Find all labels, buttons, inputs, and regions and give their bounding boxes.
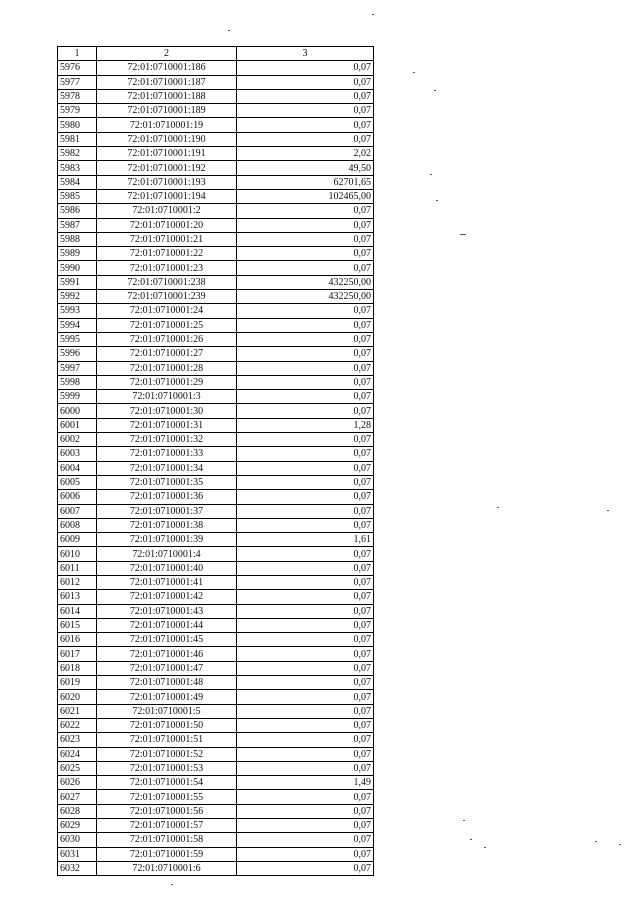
value-cell: 0,07 bbox=[237, 247, 374, 261]
value-cell: 0,07 bbox=[237, 575, 374, 589]
value-cell: 0,07 bbox=[237, 118, 374, 132]
cadastral-number: 72:01:0710001:38 bbox=[97, 518, 237, 532]
table-row bbox=[58, 390, 374, 404]
value-cell: 0,07 bbox=[237, 433, 374, 447]
row-number: 6020 bbox=[58, 690, 97, 704]
value-cell: 0,07 bbox=[237, 590, 374, 604]
table-row bbox=[58, 275, 374, 289]
cadastral-number: 72:01:0710001:33 bbox=[97, 447, 237, 461]
table-row bbox=[58, 318, 374, 332]
cadastral-number: 72:01:0710001:4 bbox=[97, 547, 237, 561]
row-number: 6002 bbox=[58, 433, 97, 447]
table-row bbox=[58, 647, 374, 661]
table-row bbox=[58, 733, 374, 747]
row-number: 5985 bbox=[58, 189, 97, 203]
cadastral-number: 72:01:0710001:59 bbox=[97, 847, 237, 861]
row-number: 5995 bbox=[58, 332, 97, 346]
value-cell: 0,07 bbox=[237, 504, 374, 518]
row-number: 5991 bbox=[58, 275, 97, 289]
table-row bbox=[58, 332, 374, 346]
row-number: 6025 bbox=[58, 761, 97, 775]
row-number: 6001 bbox=[58, 418, 97, 432]
table-row bbox=[58, 418, 374, 432]
cadastral-number: 72:01:0710001:44 bbox=[97, 618, 237, 632]
value-cell: 62701,65 bbox=[237, 175, 374, 189]
row-number: 6029 bbox=[58, 819, 97, 833]
value-cell: 0,07 bbox=[237, 461, 374, 475]
cadastral-number: 72:01:0710001:46 bbox=[97, 647, 237, 661]
table-row bbox=[58, 218, 374, 232]
cadastral-number: 72:01:0710001:194 bbox=[97, 189, 237, 203]
table-row bbox=[58, 361, 374, 375]
row-number: 6003 bbox=[58, 447, 97, 461]
value-cell: 0,07 bbox=[237, 547, 374, 561]
table-row bbox=[58, 204, 374, 218]
row-number: 6016 bbox=[58, 633, 97, 647]
value-cell: 0,07 bbox=[237, 132, 374, 146]
cadastral-number: 72:01:0710001:6 bbox=[97, 861, 237, 875]
value-cell: 0,07 bbox=[237, 89, 374, 103]
cadastral-number: 72:01:0710001:31 bbox=[97, 418, 237, 432]
cadastral-number: 72:01:0710001:58 bbox=[97, 833, 237, 847]
cadastral-number: 72:01:0710001:239 bbox=[97, 290, 237, 304]
table-row bbox=[58, 104, 374, 118]
value-cell: 0,07 bbox=[237, 218, 374, 232]
cadastral-number: 72:01:0710001:29 bbox=[97, 375, 237, 389]
cadastral-number: 72:01:0710001:19 bbox=[97, 118, 237, 132]
cadastral-number: 72:01:0710001:3 bbox=[97, 390, 237, 404]
column-header-2: 2 bbox=[97, 47, 237, 61]
row-number: 6026 bbox=[58, 776, 97, 790]
row-number: 5998 bbox=[58, 375, 97, 389]
table-row bbox=[58, 347, 374, 361]
value-cell: 0,07 bbox=[237, 718, 374, 732]
cadastral-number: 72:01:0710001:5 bbox=[97, 704, 237, 718]
table-row bbox=[58, 790, 374, 804]
table-row bbox=[58, 704, 374, 718]
cadastral-number: 72:01:0710001:50 bbox=[97, 718, 237, 732]
value-cell: 0,07 bbox=[237, 390, 374, 404]
row-number: 6006 bbox=[58, 490, 97, 504]
scan-speck bbox=[430, 174, 432, 175]
value-cell: 0,07 bbox=[237, 261, 374, 275]
cadastral-number: 72:01:0710001:24 bbox=[97, 304, 237, 318]
row-number: 5982 bbox=[58, 147, 97, 161]
cadastral-number: 72:01:0710001:32 bbox=[97, 433, 237, 447]
scan-speck bbox=[607, 510, 609, 511]
table-row bbox=[58, 518, 374, 532]
value-cell: 49,50 bbox=[237, 161, 374, 175]
row-number: 5994 bbox=[58, 318, 97, 332]
row-number: 6013 bbox=[58, 590, 97, 604]
table-row bbox=[58, 375, 374, 389]
scan-speck bbox=[434, 90, 436, 91]
cadastral-number: 72:01:0710001:26 bbox=[97, 332, 237, 346]
value-cell: 0,07 bbox=[237, 676, 374, 690]
table-row bbox=[58, 776, 374, 790]
cadastral-number: 72:01:0710001:51 bbox=[97, 733, 237, 747]
value-cell: 102465,00 bbox=[237, 189, 374, 203]
value-cell: 0,07 bbox=[237, 361, 374, 375]
table-row bbox=[58, 761, 374, 775]
scan-speck bbox=[436, 200, 438, 201]
row-number: 6014 bbox=[58, 604, 97, 618]
row-number: 5997 bbox=[58, 361, 97, 375]
table-row bbox=[58, 590, 374, 604]
value-cell: 0,07 bbox=[237, 61, 374, 75]
table-row bbox=[58, 690, 374, 704]
value-cell: 1,28 bbox=[237, 418, 374, 432]
value-cell: 0,07 bbox=[237, 747, 374, 761]
cadastral-number: 72:01:0710001:42 bbox=[97, 590, 237, 604]
row-number: 6000 bbox=[58, 404, 97, 418]
row-number: 6005 bbox=[58, 475, 97, 489]
value-cell: 0,07 bbox=[237, 561, 374, 575]
cadastral-number: 72:01:0710001:189 bbox=[97, 104, 237, 118]
cadastral-number: 72:01:0710001:21 bbox=[97, 232, 237, 246]
column-header-1: 1 bbox=[58, 47, 97, 61]
cadastral-number: 72:01:0710001:54 bbox=[97, 776, 237, 790]
row-number: 5996 bbox=[58, 347, 97, 361]
registry-table bbox=[57, 46, 374, 876]
header-row bbox=[58, 47, 374, 61]
cadastral-number: 72:01:0710001:49 bbox=[97, 690, 237, 704]
row-number: 6021 bbox=[58, 704, 97, 718]
cadastral-number: 72:01:0710001:53 bbox=[97, 761, 237, 775]
cadastral-number: 72:01:0710001:36 bbox=[97, 490, 237, 504]
row-number: 6024 bbox=[58, 747, 97, 761]
value-cell: 0,07 bbox=[237, 647, 374, 661]
value-cell: 0,07 bbox=[237, 618, 374, 632]
row-number: 6007 bbox=[58, 504, 97, 518]
table-row bbox=[58, 833, 374, 847]
table-row bbox=[58, 747, 374, 761]
cadastral-number: 72:01:0710001:35 bbox=[97, 475, 237, 489]
table-row bbox=[58, 132, 374, 146]
cadastral-number: 72:01:0710001:238 bbox=[97, 275, 237, 289]
table-row bbox=[58, 661, 374, 675]
row-number: 6009 bbox=[58, 533, 97, 547]
row-number: 6012 bbox=[58, 575, 97, 589]
row-number: 6008 bbox=[58, 518, 97, 532]
cadastral-number: 72:01:0710001:52 bbox=[97, 747, 237, 761]
cadastral-number: 72:01:0710001:57 bbox=[97, 819, 237, 833]
row-number: 5981 bbox=[58, 132, 97, 146]
value-cell: 0,07 bbox=[237, 761, 374, 775]
value-cell: 0,07 bbox=[237, 475, 374, 489]
value-cell: 0,07 bbox=[237, 304, 374, 318]
table-row bbox=[58, 847, 374, 861]
table-row bbox=[58, 290, 374, 304]
table-row bbox=[58, 618, 374, 632]
row-number: 5987 bbox=[58, 218, 97, 232]
row-number: 6027 bbox=[58, 790, 97, 804]
row-number: 6015 bbox=[58, 618, 97, 632]
cadastral-number: 72:01:0710001:41 bbox=[97, 575, 237, 589]
table-row bbox=[58, 718, 374, 732]
row-number: 6017 bbox=[58, 647, 97, 661]
scan-speck bbox=[228, 30, 230, 31]
cadastral-number: 72:01:0710001:2 bbox=[97, 204, 237, 218]
table-row bbox=[58, 533, 374, 547]
cadastral-number: 72:01:0710001:48 bbox=[97, 676, 237, 690]
value-cell: 0,07 bbox=[237, 204, 374, 218]
scan-speck bbox=[460, 234, 466, 235]
row-number: 6032 bbox=[58, 861, 97, 875]
value-cell: 0,07 bbox=[237, 790, 374, 804]
row-number: 5976 bbox=[58, 61, 97, 75]
table-row bbox=[58, 261, 374, 275]
table-row bbox=[58, 147, 374, 161]
row-number: 5978 bbox=[58, 89, 97, 103]
cadastral-number: 72:01:0710001:192 bbox=[97, 161, 237, 175]
value-cell: 0,07 bbox=[237, 704, 374, 718]
table-row bbox=[58, 604, 374, 618]
row-number: 6004 bbox=[58, 461, 97, 475]
cadastral-number: 72:01:0710001:188 bbox=[97, 89, 237, 103]
cadastral-number: 72:01:0710001:25 bbox=[97, 318, 237, 332]
value-cell: 432250,00 bbox=[237, 290, 374, 304]
scan-speck bbox=[171, 884, 173, 885]
cadastral-number: 72:01:0710001:20 bbox=[97, 218, 237, 232]
table-row bbox=[58, 161, 374, 175]
cadastral-number: 72:01:0710001:39 bbox=[97, 533, 237, 547]
value-cell: 0,07 bbox=[237, 104, 374, 118]
row-number: 5990 bbox=[58, 261, 97, 275]
row-number: 5977 bbox=[58, 75, 97, 89]
value-cell: 0,07 bbox=[237, 318, 374, 332]
value-cell: 0,07 bbox=[237, 232, 374, 246]
value-cell: 0,07 bbox=[237, 633, 374, 647]
cadastral-number: 72:01:0710001:34 bbox=[97, 461, 237, 475]
table-row bbox=[58, 447, 374, 461]
value-cell: 0,07 bbox=[237, 75, 374, 89]
table-row bbox=[58, 75, 374, 89]
scan-speck bbox=[484, 847, 486, 848]
value-cell: 0,07 bbox=[237, 661, 374, 675]
cadastral-number: 72:01:0710001:47 bbox=[97, 661, 237, 675]
scan-speck bbox=[413, 72, 415, 73]
value-cell: 0,07 bbox=[237, 819, 374, 833]
cadastral-number: 72:01:0710001:191 bbox=[97, 147, 237, 161]
cadastral-number: 72:01:0710001:40 bbox=[97, 561, 237, 575]
cadastral-number: 72:01:0710001:22 bbox=[97, 247, 237, 261]
scan-speck bbox=[463, 820, 465, 821]
cadastral-number: 72:01:0710001:55 bbox=[97, 790, 237, 804]
table-row bbox=[58, 819, 374, 833]
row-number: 5992 bbox=[58, 290, 97, 304]
table-row bbox=[58, 404, 374, 418]
value-cell: 0,07 bbox=[237, 447, 374, 461]
table-row bbox=[58, 175, 374, 189]
cadastral-number: 72:01:0710001:190 bbox=[97, 132, 237, 146]
row-number: 5980 bbox=[58, 118, 97, 132]
scan-speck bbox=[470, 839, 472, 840]
value-cell: 1,49 bbox=[237, 776, 374, 790]
cadastral-number: 72:01:0710001:27 bbox=[97, 347, 237, 361]
column-header-3: 3 bbox=[237, 47, 374, 61]
table-row bbox=[58, 504, 374, 518]
row-number: 6030 bbox=[58, 833, 97, 847]
table-body bbox=[58, 61, 374, 876]
row-number: 6010 bbox=[58, 547, 97, 561]
value-cell: 0,07 bbox=[237, 375, 374, 389]
cadastral-number: 72:01:0710001:30 bbox=[97, 404, 237, 418]
table-row bbox=[58, 490, 374, 504]
scan-speck bbox=[595, 841, 597, 842]
value-cell: 0,07 bbox=[237, 861, 374, 875]
table-row bbox=[58, 89, 374, 103]
value-cell: 0,07 bbox=[237, 404, 374, 418]
value-cell: 0,07 bbox=[237, 733, 374, 747]
row-number: 5989 bbox=[58, 247, 97, 261]
scan-speck bbox=[619, 844, 621, 845]
table-row bbox=[58, 247, 374, 261]
table-row bbox=[58, 232, 374, 246]
cadastral-number: 72:01:0710001:43 bbox=[97, 604, 237, 618]
row-number: 6028 bbox=[58, 804, 97, 818]
value-cell: 0,07 bbox=[237, 833, 374, 847]
row-number: 5984 bbox=[58, 175, 97, 189]
cadastral-number: 72:01:0710001:37 bbox=[97, 504, 237, 518]
cadastral-number: 72:01:0710001:56 bbox=[97, 804, 237, 818]
table-row bbox=[58, 861, 374, 875]
table-row bbox=[58, 61, 374, 75]
value-cell: 2,02 bbox=[237, 147, 374, 161]
table-row bbox=[58, 433, 374, 447]
table-row bbox=[58, 804, 374, 818]
table-row bbox=[58, 304, 374, 318]
row-number: 6022 bbox=[58, 718, 97, 732]
value-cell: 0,07 bbox=[237, 332, 374, 346]
cadastral-number: 72:01:0710001:186 bbox=[97, 61, 237, 75]
table-row bbox=[58, 633, 374, 647]
row-number: 5983 bbox=[58, 161, 97, 175]
cadastral-number: 72:01:0710001:187 bbox=[97, 75, 237, 89]
table-row bbox=[58, 575, 374, 589]
row-number: 5993 bbox=[58, 304, 97, 318]
value-cell: 0,07 bbox=[237, 804, 374, 818]
table-row bbox=[58, 475, 374, 489]
value-cell: 0,07 bbox=[237, 490, 374, 504]
row-number: 5986 bbox=[58, 204, 97, 218]
row-number: 5988 bbox=[58, 232, 97, 246]
row-number: 6018 bbox=[58, 661, 97, 675]
value-cell: 0,07 bbox=[237, 604, 374, 618]
table-row bbox=[58, 461, 374, 475]
scan-speck bbox=[497, 507, 499, 508]
row-number: 6011 bbox=[58, 561, 97, 575]
table-row bbox=[58, 676, 374, 690]
value-cell: 1,61 bbox=[237, 533, 374, 547]
row-number: 5979 bbox=[58, 104, 97, 118]
table-row bbox=[58, 118, 374, 132]
cadastral-number: 72:01:0710001:193 bbox=[97, 175, 237, 189]
value-cell: 432250,00 bbox=[237, 275, 374, 289]
row-number: 6023 bbox=[58, 733, 97, 747]
row-number: 6019 bbox=[58, 676, 97, 690]
table-row bbox=[58, 561, 374, 575]
table-row bbox=[58, 547, 374, 561]
scan-speck bbox=[372, 14, 374, 15]
value-cell: 0,07 bbox=[237, 690, 374, 704]
table-row bbox=[58, 189, 374, 203]
row-number: 6031 bbox=[58, 847, 97, 861]
value-cell: 0,07 bbox=[237, 347, 374, 361]
cadastral-number: 72:01:0710001:23 bbox=[97, 261, 237, 275]
cadastral-number: 72:01:0710001:28 bbox=[97, 361, 237, 375]
value-cell: 0,07 bbox=[237, 518, 374, 532]
row-number: 5999 bbox=[58, 390, 97, 404]
cadastral-number: 72:01:0710001:45 bbox=[97, 633, 237, 647]
value-cell: 0,07 bbox=[237, 847, 374, 861]
